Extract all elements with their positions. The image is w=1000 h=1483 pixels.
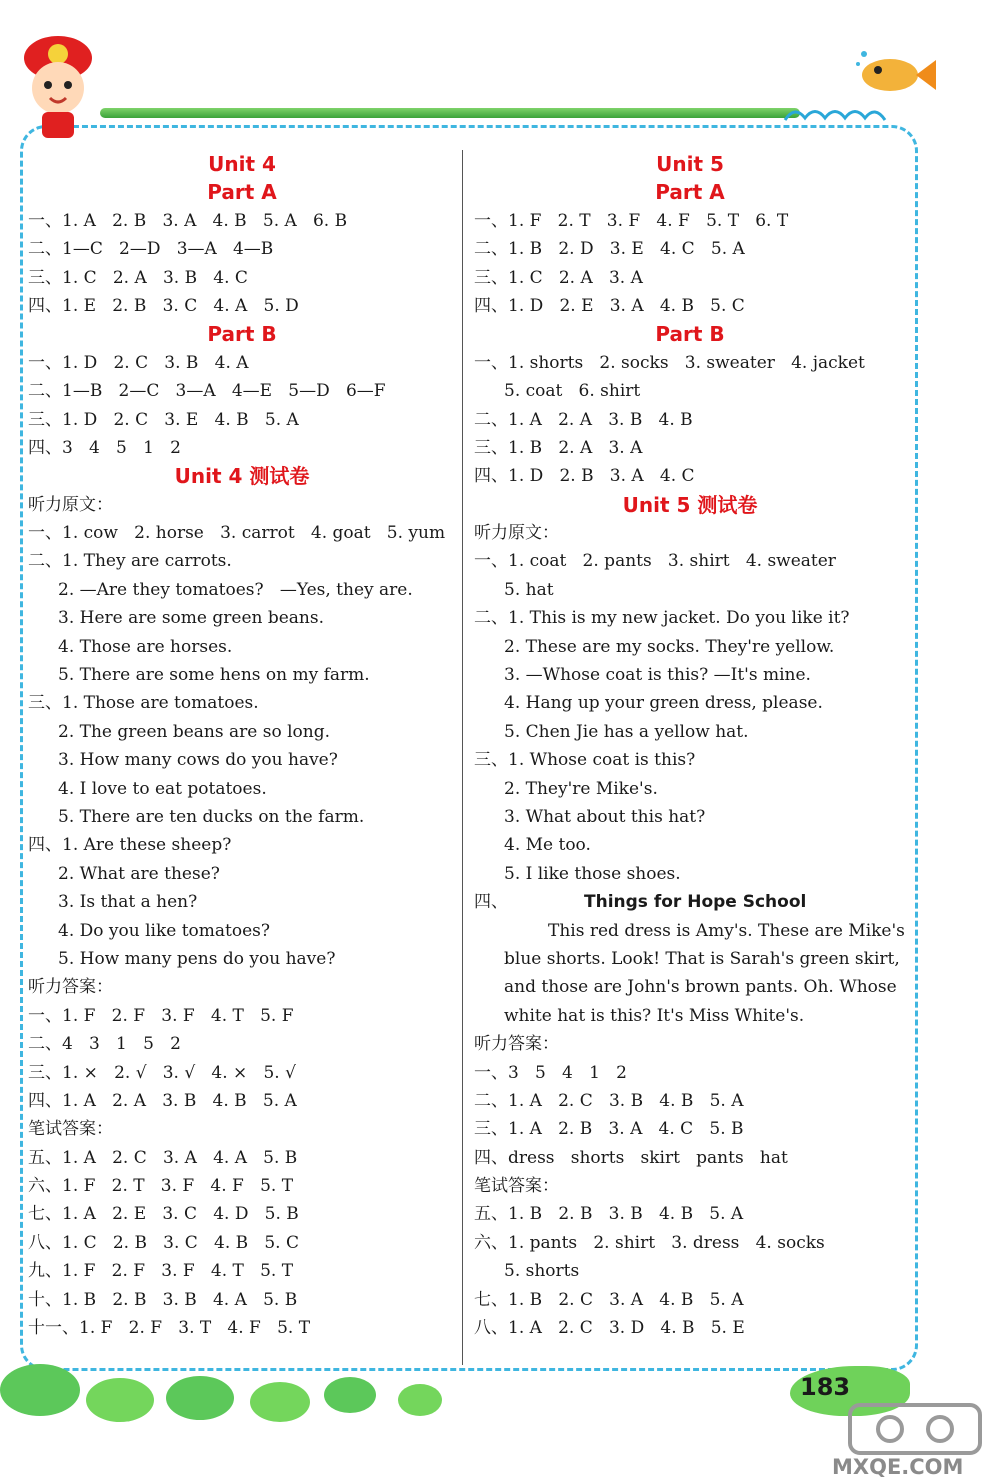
- answer-line: 四、1. A 2. A 3. B 4. B 5. A: [28, 1090, 297, 1111]
- answer-line: 三、1. Those are tomatoes.: [28, 693, 259, 714]
- answer-line: 一、1. shorts 2. socks 3. sweater 4. jacket: [474, 352, 865, 373]
- answer-line: 一、1. A 2. B 3. A 4. B 5. A 6. B: [28, 210, 348, 231]
- answer-line: 二、1. A 2. A 3. B 4. B: [474, 409, 693, 430]
- answer-line: 3. How many cows do you have?: [58, 750, 338, 771]
- answer-line: 一、1. F 2. T 3. F 4. F 5. T 6. T: [474, 210, 789, 231]
- answer-line: 三、1. A 2. B 3. A 4. C 5. B: [474, 1119, 744, 1140]
- answer-line: 听力答案：: [28, 977, 113, 998]
- answer-line: 听力原文：: [474, 523, 559, 544]
- answer-line: 二、1. A 2. C 3. B 4. B 5. A: [474, 1090, 744, 1111]
- section-heading: Unit 4 测试卷: [174, 464, 310, 489]
- passage-title-line: [474, 888, 906, 916]
- cloud-ornament-icon: [780, 100, 890, 130]
- column-divider: [462, 150, 463, 1365]
- section-heading: Unit 5: [656, 152, 724, 176]
- answer-line: 笔试答案：: [28, 1119, 113, 1140]
- answer-line: 十、1. B 2. B 3. B 4. A 5. B: [28, 1289, 298, 1310]
- answer-line: 一、1. F 2. F 3. F 4. T 5. F: [28, 1005, 294, 1026]
- passage-title: Things for Hope School: [584, 892, 807, 913]
- answer-line: 5. I like those shoes.: [504, 863, 681, 884]
- answer-line: 四、3 4 5 1 2: [28, 437, 181, 458]
- answer-line: 笔试答案：: [474, 1176, 559, 1197]
- right-column: [474, 150, 906, 1342]
- left-column: [28, 150, 456, 1342]
- answer-line: 二、1. This is my new jacket. Do you like it?: [474, 608, 850, 629]
- section-heading: Part A: [207, 180, 277, 205]
- section-heading: Unit 4: [208, 152, 276, 176]
- answer-line: 四、1. D 2. B 3. A 4. C: [474, 466, 695, 487]
- answer-line: 5. shorts: [504, 1261, 580, 1282]
- answer-line: 二、4 3 1 5 2: [28, 1034, 181, 1055]
- answer-line: 5. How many pens do you have?: [58, 948, 336, 969]
- answer-line: 2. These are my socks. They're yellow.: [504, 636, 835, 657]
- answer-line: 七、1. B 2. C 3. A 4. B 5. A: [474, 1289, 744, 1310]
- answer-line: 一、1. D 2. C 3. B 4. A: [28, 352, 249, 373]
- answer-line: 2. —Are they tomatoes? —Yes, they are.: [58, 579, 413, 600]
- answer-line: 三、1. B 2. A 3. A: [474, 437, 643, 458]
- answer-line: 八、1. C 2. B 3. C 4. B 5. C: [28, 1232, 299, 1253]
- answer-line: 三、1. × 2. √ 3. √ 4. × 5. √: [28, 1062, 296, 1083]
- answer-line: 六、1. pants 2. shirt 3. dress 4. socks: [474, 1232, 825, 1253]
- answer-line: 二、1. They are carrots.: [28, 551, 232, 572]
- answer-line: 七、1. A 2. E 3. C 4. D 5. B: [28, 1204, 299, 1225]
- section-heading: Part B: [655, 322, 725, 347]
- header-green-line: [100, 108, 800, 118]
- answer-line: 听力答案：: [474, 1034, 559, 1055]
- answer-line: 3. —Whose coat is this? —It's mine.: [504, 665, 811, 686]
- passage-line: and those are John's brown pants. Oh. Whose: [504, 977, 897, 998]
- answer-line: 2. They're Mike's.: [504, 778, 658, 799]
- answer-line: 四、1. Are these sheep?: [28, 835, 232, 856]
- answer-line: 三、1. C 2. A 3. B 4. C: [28, 267, 248, 288]
- answer-line: 四、1. D 2. E 3. A 4. B 5. C: [474, 295, 745, 316]
- answer-line: 五、1. A 2. C 3. A 4. A 5. B: [28, 1147, 298, 1168]
- page-number: 183: [800, 1373, 851, 1401]
- answer-line: 4. Those are horses.: [58, 636, 233, 657]
- answer-line: 十一、1. F 2. F 3. T 4. F 5. T: [28, 1318, 311, 1339]
- passage-line: blue shorts. Look! That is Sarah's green skirt,: [504, 948, 900, 969]
- answer-line: 5. coat 6. shirt: [504, 381, 641, 402]
- answer-line: 4. Do you like tomatoes?: [58, 920, 271, 941]
- answer-line: 四、dress shorts skirt pants hat: [474, 1147, 788, 1168]
- mascot-boy-icon: [8, 30, 108, 140]
- section-heading: Part B: [207, 322, 277, 347]
- answer-line: 4. I love to eat potatoes.: [58, 778, 267, 799]
- answer-line: 四、1. E 2. B 3. C 4. A 5. D: [28, 295, 299, 316]
- watermark-text: MXQE.COM: [832, 1455, 964, 1479]
- passage-line: This red dress is Amy's. These are Mike's: [548, 920, 905, 941]
- answer-line: 九、1. F 2. F 3. F 4. T 5. T: [28, 1261, 294, 1282]
- answer-line: 三、1. D 2. C 3. E 4. B 5. A: [28, 409, 299, 430]
- answer-line: 3. Here are some green beans.: [58, 608, 325, 629]
- answer-line: 4. Me too.: [504, 835, 591, 856]
- answer-line: 3. Is that a hen?: [58, 892, 198, 913]
- section-heading: Part A: [655, 180, 725, 205]
- leaves-decoration-icon: [0, 1340, 480, 1483]
- answer-line: 一、1. coat 2. pants 3. shirt 4. sweater: [474, 551, 836, 572]
- answer-line: 5. There are ten ducks on the farm.: [58, 806, 365, 827]
- answer-line: 5. Chen Jie has a yellow hat.: [504, 721, 749, 742]
- answer-line: 3. What about this hat?: [504, 806, 706, 827]
- passage-line: white hat is this? It's Miss White's.: [504, 1005, 805, 1026]
- answer-line: 三、1. Whose coat is this?: [474, 750, 696, 771]
- answer-line: 五、1. B 2. B 3. B 4. B 5. A: [474, 1204, 744, 1225]
- answer-line: 二、1. B 2. D 3. E 4. C 5. A: [474, 239, 745, 260]
- answer-line: 三、1. C 2. A 3. A: [474, 267, 643, 288]
- answer-line: 二、1—B 2—C 3—A 4—E 5—D 6—F: [28, 381, 386, 402]
- answer-line: 二、1—C 2—D 3—A 4—B: [28, 239, 274, 260]
- answer-line: 2. The green beans are so long.: [58, 721, 331, 742]
- section-heading: Unit 5 测试卷: [622, 492, 758, 517]
- answer-line: 5. hat: [504, 579, 554, 600]
- answer-line: 5. There are some hens on my farm.: [58, 665, 370, 686]
- answer-line: 一、3 5 4 1 2: [474, 1062, 627, 1083]
- answer-line: 听力原文：: [28, 494, 113, 515]
- answer-line: 2. What are these?: [58, 863, 220, 884]
- answer-line: 六、1. F 2. T 3. F 4. F 5. T: [28, 1176, 294, 1197]
- answer-line: 4. Hang up your green dress, please.: [504, 693, 823, 714]
- answer-line: 八、1. A 2. C 3. D 4. B 5. E: [474, 1318, 745, 1339]
- question-number: 四、: [474, 892, 508, 913]
- answer-line: 一、1. cow 2. horse 3. carrot 4. goat 5. yum: [28, 523, 446, 544]
